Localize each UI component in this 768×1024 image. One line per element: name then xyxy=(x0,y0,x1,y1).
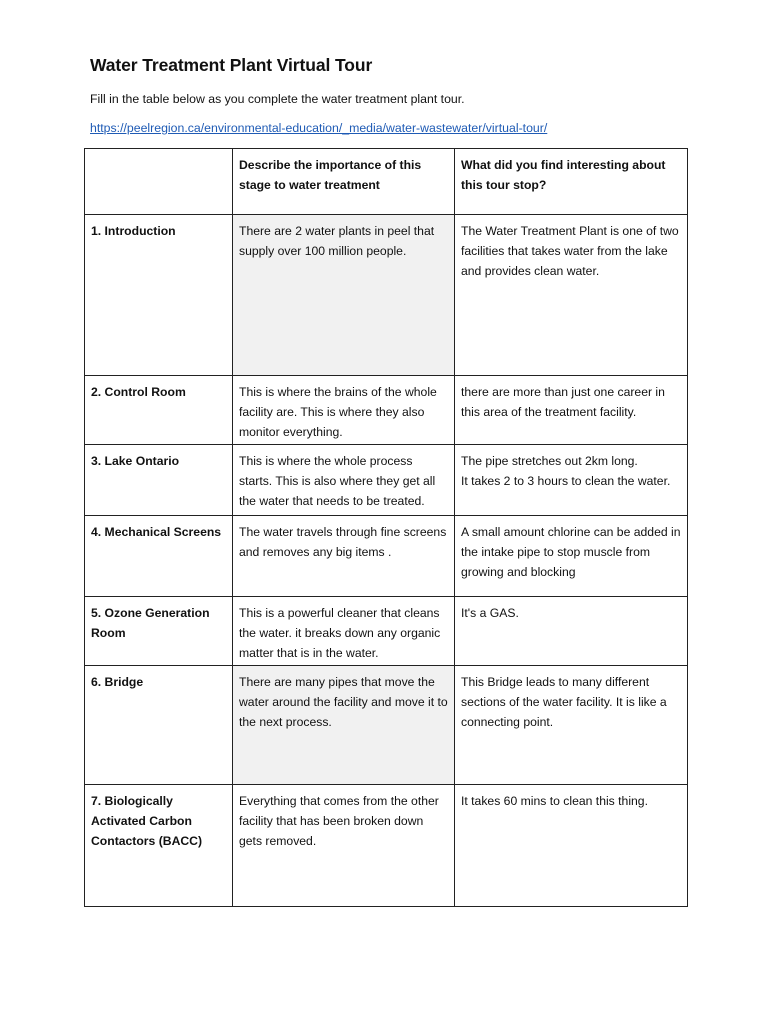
importance-cell: There are 2 water plants in peel that supply over 100 million people. xyxy=(233,215,455,376)
stage-cell: 3. Lake Ontario xyxy=(85,445,233,516)
importance-cell: There are many pipes that move the water around the facility and move it to the next process. xyxy=(233,666,455,785)
importance-cell: This is where the brains of the whole facility are. This is where they also monitor everything. xyxy=(233,376,455,445)
interesting-line-2: It takes 2 to 3 hours to clean the water. xyxy=(461,474,671,488)
table-row xyxy=(85,215,688,376)
interesting-cell: It takes 60 mins to clean this thing. xyxy=(455,785,688,907)
interesting-cell: A small amount chlorine can be added in the intake pipe to stop muscle from growing and blocking xyxy=(455,516,688,597)
stage-cell: 1. Introduction xyxy=(85,215,233,376)
table-row xyxy=(85,516,688,597)
interesting-cell: The Water Treatment Plant is one of two facilities that takes water from the lake and provides clean water. xyxy=(455,215,688,376)
table-row xyxy=(85,597,688,666)
header-stage-cell xyxy=(85,149,233,215)
tour-table xyxy=(84,148,688,907)
interesting-cell: This Bridge leads to many different sections of the water facility. It is like a connecting point. xyxy=(455,666,688,785)
table-row xyxy=(85,445,688,516)
importance-cell: Everything that comes from the other facility that has been broken down gets removed. xyxy=(233,785,455,907)
stage-cell: 2. Control Room xyxy=(85,376,233,445)
importance-cell: This is where the whole process starts. This is also where they get all the water that needs to be treated. xyxy=(233,445,455,516)
interesting-cell: It's a GAS. xyxy=(455,597,688,666)
header-importance-cell: Describe the importance of this stage to water treatment xyxy=(233,149,455,215)
instructions-text: Fill in the table below as you complete the water treatment plant tour. xyxy=(90,92,465,106)
virtual-tour-link[interactable]: https://peelregion.ca/environmental-education/_media/water-wastewater/virtual-tour/ xyxy=(90,121,548,135)
table-row xyxy=(85,666,688,785)
interesting-cell: there are more than just one career in this area of the treatment facility. xyxy=(455,376,688,445)
header-interesting-cell: What did you find interesting about this tour stop? xyxy=(455,149,688,215)
importance-cell: This is a powerful cleaner that cleans the water. it breaks down any organic matter that is in the water. xyxy=(233,597,455,666)
page-title: Water Treatment Plant Virtual Tour xyxy=(90,55,373,75)
interesting-cell xyxy=(455,445,688,516)
interesting-line-1: The pipe stretches out 2km long. xyxy=(461,454,638,468)
importance-cell: The water travels through fine screens and removes any big items . xyxy=(233,516,455,597)
table-header-row xyxy=(85,149,688,215)
stage-cell: 4. Mechanical Screens xyxy=(85,516,233,597)
table-row xyxy=(85,785,688,907)
table-row xyxy=(85,376,688,445)
stage-cell: 7. Biologically Activated Carbon Contactors (BACC) xyxy=(85,785,233,907)
stage-cell: 6. Bridge xyxy=(85,666,233,785)
stage-cell: 5. Ozone Generation Room xyxy=(85,597,233,666)
